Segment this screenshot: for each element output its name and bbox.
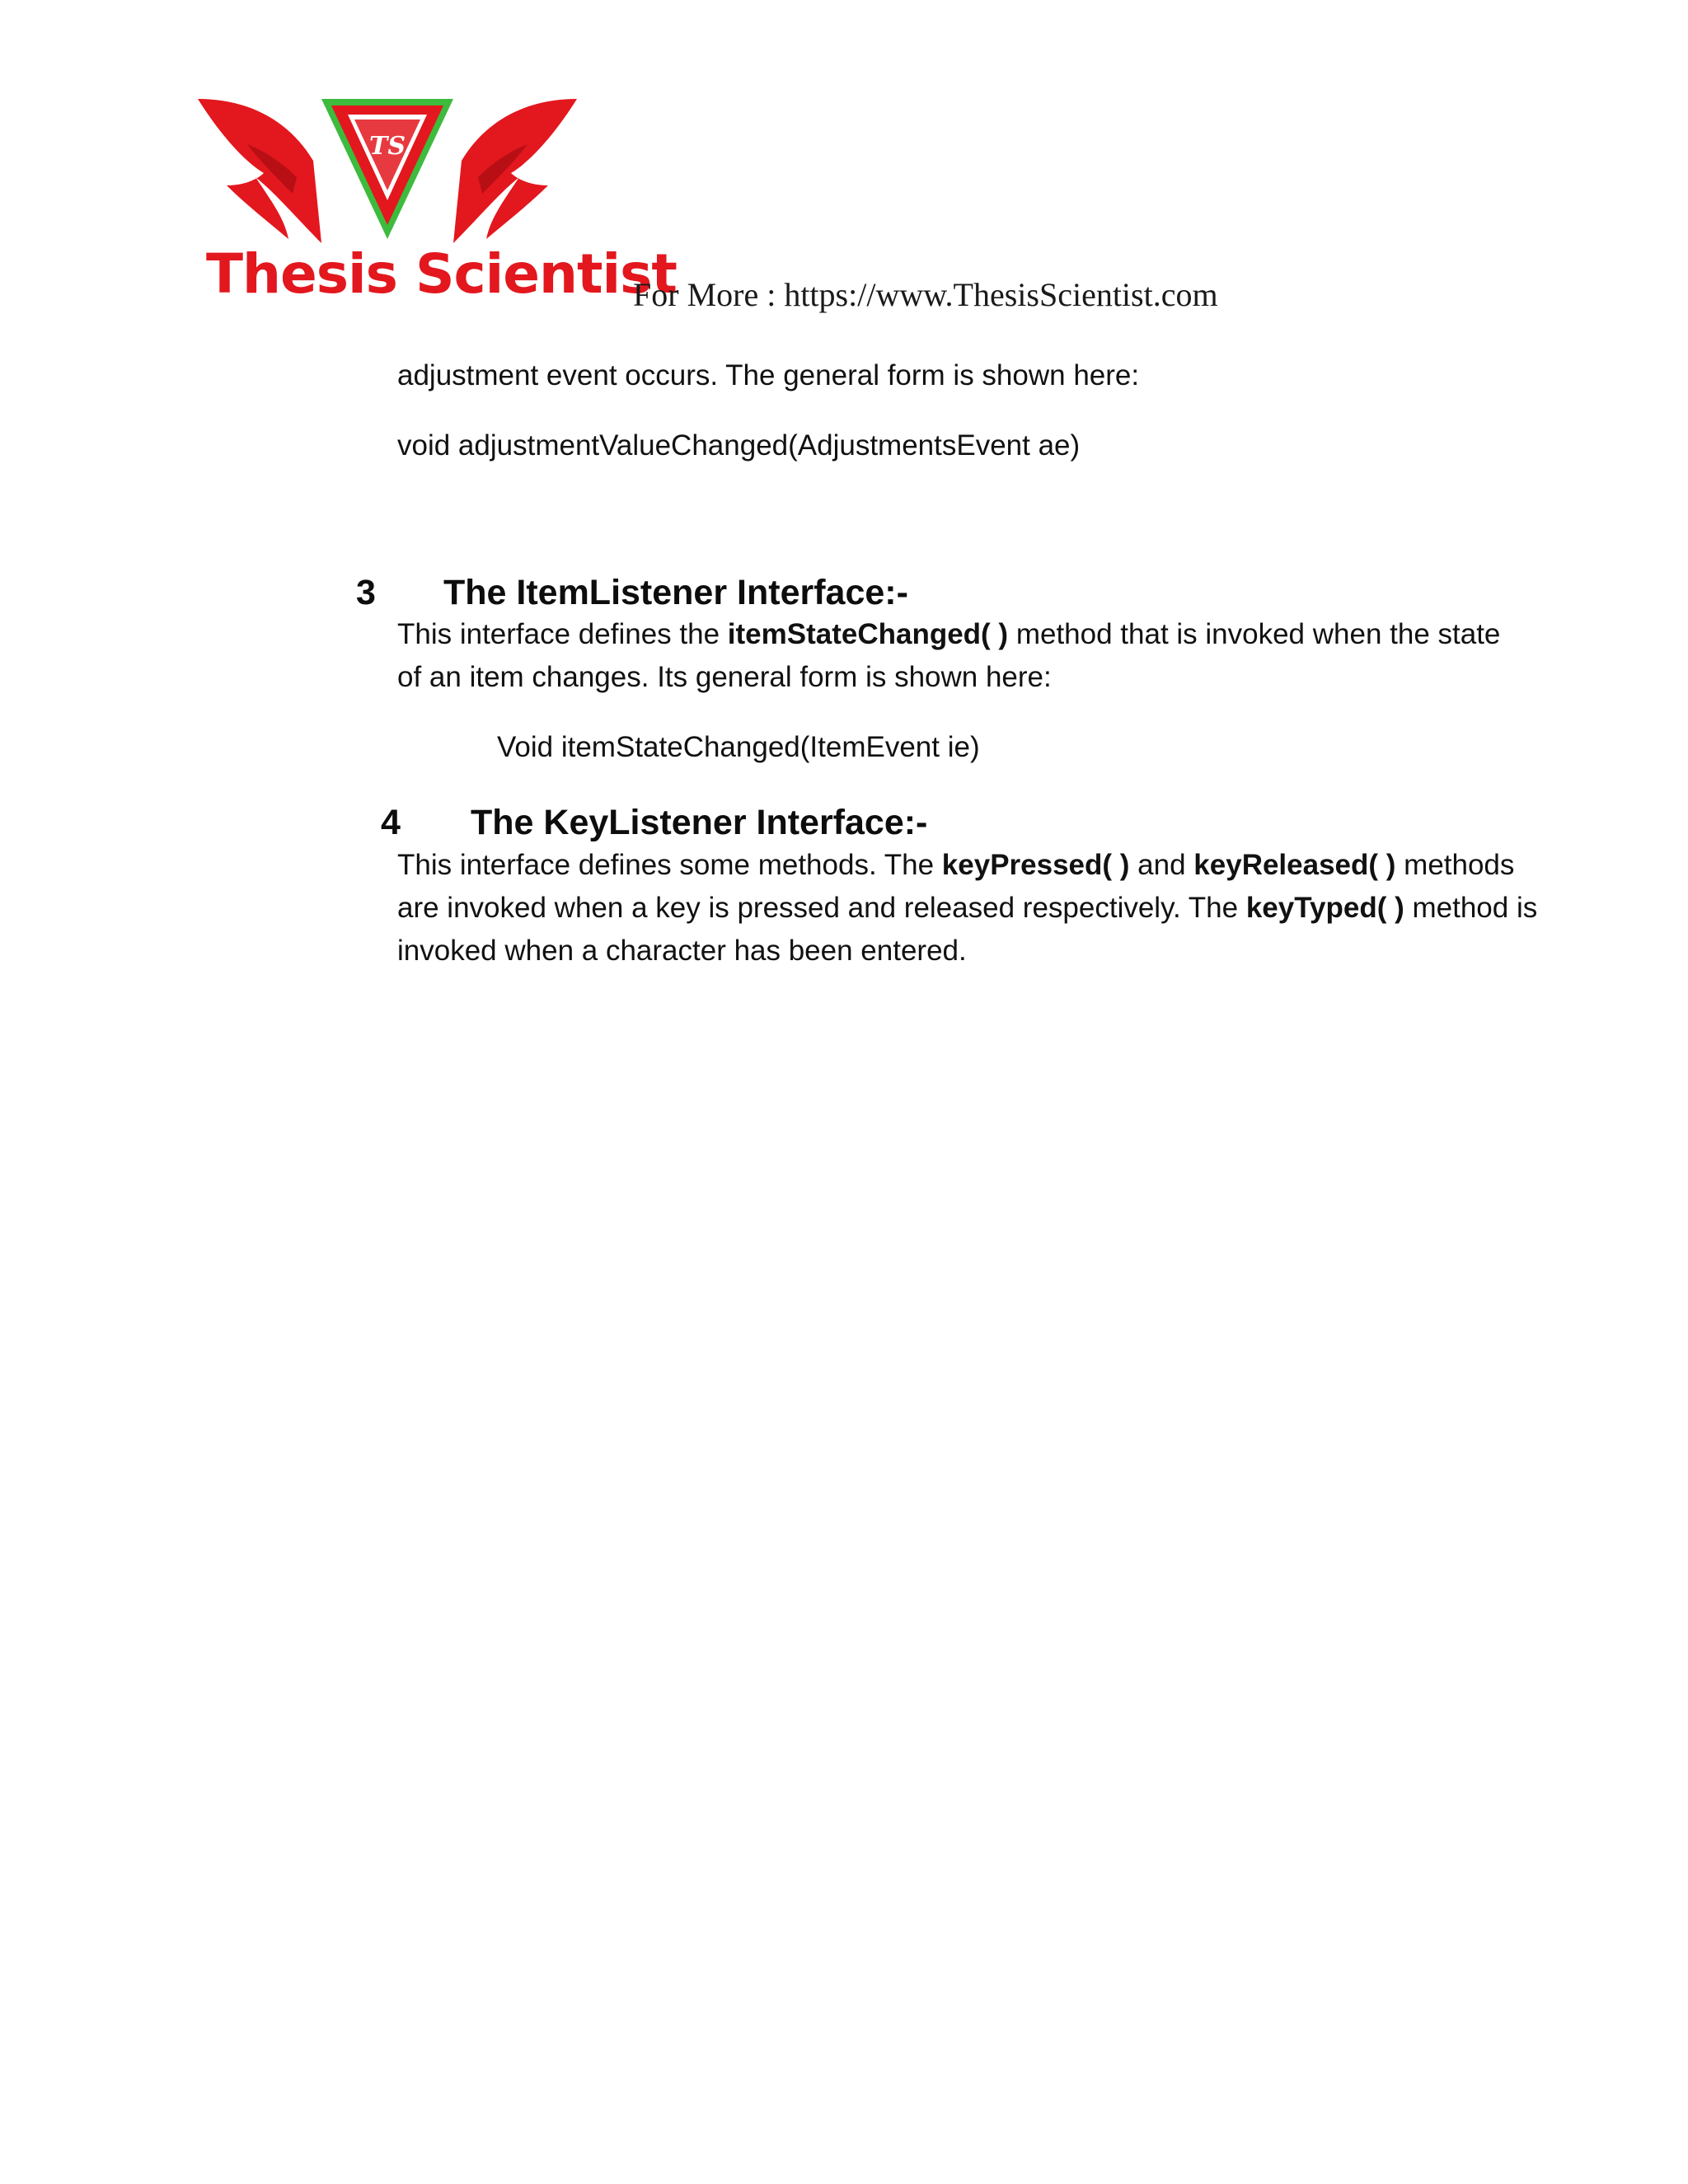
method-name: keyTyped( ) (1245, 892, 1404, 924)
section-title: The KeyListener Interface:- (471, 803, 928, 842)
section-paragraph-line: invoked when a character has been entered. (397, 935, 967, 967)
right-wing-icon (453, 99, 577, 243)
section-paragraph-line: are invoked when a key is pressed and released respectively. The keyTyped( ) method is (397, 892, 1538, 924)
intro-line: adjustment event occurs. The general form is shown here: (397, 359, 1140, 391)
section-paragraph-line: of an item changes. Its general form is shown here: (397, 661, 1052, 693)
section-number: 3 (356, 573, 376, 612)
method-name: keyPressed( ) (941, 849, 1130, 881)
intro-code-signature: void adjustmentValueChanged(AdjustmentsEvent ae) (397, 429, 1081, 462)
section-title: The ItemListener Interface:- (443, 573, 908, 612)
method-name: keyReleased( ) (1193, 849, 1396, 881)
section-paragraph-line: This interface defines some methods. The keyPressed( ) and keyReleased( ) methods (397, 849, 1515, 881)
section-paragraph-line: This interface defines the itemStateChanged( ) method that is invoked when the state (397, 618, 1501, 650)
logo-monogram: TS (369, 132, 406, 161)
for-more-url[interactable]: For More : https://www.ThesisScientist.com (633, 276, 1218, 313)
left-wing-icon (198, 99, 321, 243)
brand-name: Thesis Scientist (206, 242, 677, 306)
method-name: itemStateChanged( ) (727, 618, 1009, 650)
triangle-emblem-icon (321, 99, 453, 239)
code-signature: Void itemStateChanged(ItemEvent ie) (497, 731, 980, 763)
section-number: 4 (381, 803, 401, 842)
